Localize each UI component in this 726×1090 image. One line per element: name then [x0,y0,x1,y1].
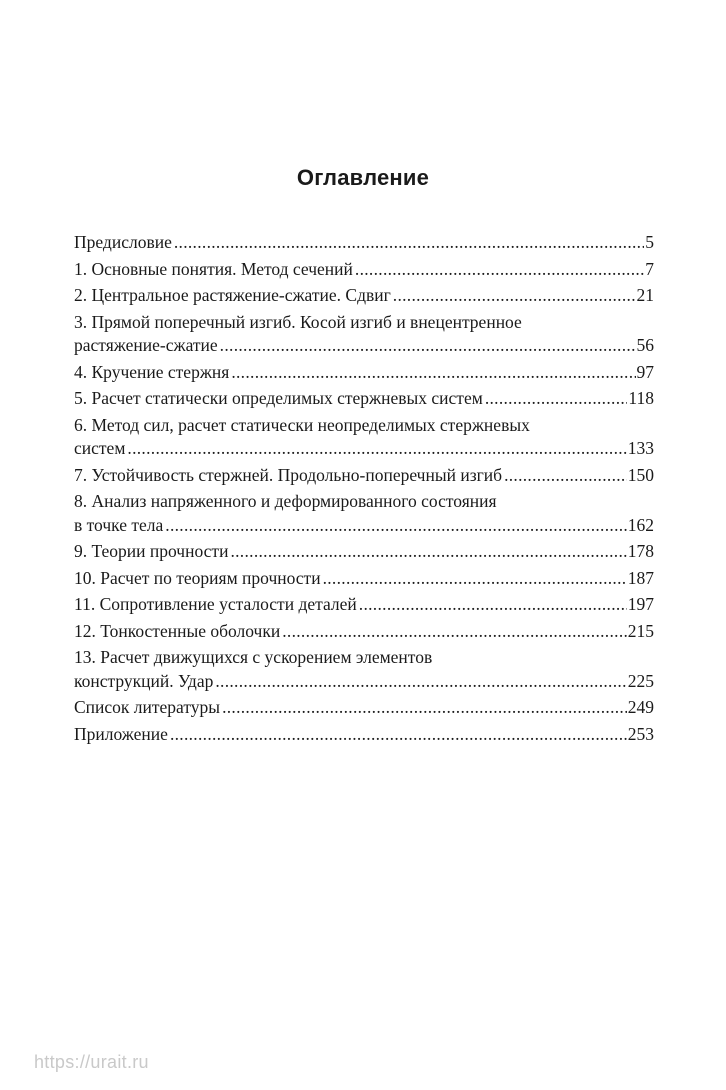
toc-entry-chapter-5[interactable] [74,387,654,411]
dot-leader [220,334,636,358]
dot-leader [485,387,628,411]
toc-entry-title: 7. Устойчивость стержней. Продольно-поперечный изгиб [74,464,503,485]
watermark-url: https://urait.ru [34,1052,149,1072]
toc-entry-preface[interactable] [74,231,654,255]
toc-page-number: 225 [627,670,654,691]
toc-entry-chapter-3[interactable] [74,311,654,358]
toc-page-number: 118 [628,388,654,408]
toc-entry-chapter-13[interactable] [74,646,654,693]
toc-entry-title: Список литературы [74,697,221,717]
toc-page-number: 21 [636,285,654,305]
dot-leader [282,620,627,644]
toc-page-number: 178 [627,541,654,561]
toc-entry-title-line-2: конструкций. Удар [74,670,214,691]
dot-leader [222,696,627,720]
dot-leader [215,670,626,694]
dot-leader [165,514,626,538]
toc-entry-title-line-2: растяжение-сжатие [74,335,218,355]
toc-page-number: 133 [627,438,654,458]
toc-entry-title: 10. Расчет по теориям прочности [74,567,321,588]
toc-page-number: 215 [627,620,654,641]
dot-leader [359,593,627,617]
toc-entry-title: 11. Сопротивление усталости деталей [74,594,357,614]
toc-entry-title: 2. Центральное растяжение-сжатие. Сдвиг [74,285,391,305]
toc-entry-title: 4. Кручение стержня [74,361,230,382]
toc-entry-chapter-8[interactable] [74,490,654,537]
toc-entry-chapter-9[interactable] [74,540,654,564]
toc-page-number: 5 [645,232,654,252]
toc-entry-title: 5. Расчет статически определимых стержневых систем [74,388,483,408]
toc-entry-chapter-4[interactable] [74,361,654,385]
toc-page-number: 7 [645,258,654,279]
dot-leader [127,437,626,461]
table-of-contents [74,231,654,746]
toc-entry-chapter-6[interactable] [74,414,654,461]
toc-page-number: 56 [636,335,654,355]
toc-entry-title: 12. Тонкостенные оболочки [74,620,281,641]
toc-entry-chapter-11[interactable] [74,593,654,617]
toc-entry-title-line-2: в точке тела [74,514,164,535]
toc-entry-title: Приложение [74,723,168,744]
toc-entry-chapter-7[interactable] [74,464,654,488]
page-title: Оглавление [296,165,430,190]
toc-entry-title-line-1: 6. Метод сил, расчет статически неопределимых стержневых [74,414,530,435]
toc-page-number: 197 [627,594,654,614]
toc-entry-chapter-1[interactable] [74,258,654,282]
toc-entry-title: Предисловие [74,232,172,252]
toc-page-number: 253 [627,723,654,744]
dot-leader [231,361,635,385]
toc-entry-title-line-1: 3. Прямой поперечный изгиб. Косой изгиб и внецентренное [74,311,522,332]
toc-page-number: 162 [627,514,654,535]
toc-page-number: 187 [627,567,654,588]
dot-leader [174,231,644,255]
toc-entry-appendix[interactable] [74,723,654,747]
toc-entry-title-line-2: систем [74,438,126,458]
toc-page-number: 249 [627,697,654,717]
toc-entry-chapter-10[interactable] [74,567,654,591]
toc-entry-chapter-2[interactable] [74,284,654,308]
dot-leader [393,284,636,308]
toc-page-number: 97 [636,361,654,382]
toc-entry-bibliography[interactable] [74,696,654,720]
dot-leader [170,723,627,747]
dot-leader [323,567,627,591]
dot-leader [504,464,627,488]
toc-page-number: 150 [627,464,654,485]
toc-entry-title-line-1: 13. Расчет движущихся с ускорением элементов [74,647,433,667]
dot-leader [230,540,626,564]
toc-entry-title: 1. Основные понятия. Метод сечений [74,258,353,279]
toc-entry-title-line-1: 8. Анализ напряженного и деформированного состояния [74,491,497,511]
toc-entry-title: 9. Теории прочности [74,541,229,561]
toc-entry-chapter-12[interactable] [74,620,654,644]
dot-leader [355,258,644,282]
